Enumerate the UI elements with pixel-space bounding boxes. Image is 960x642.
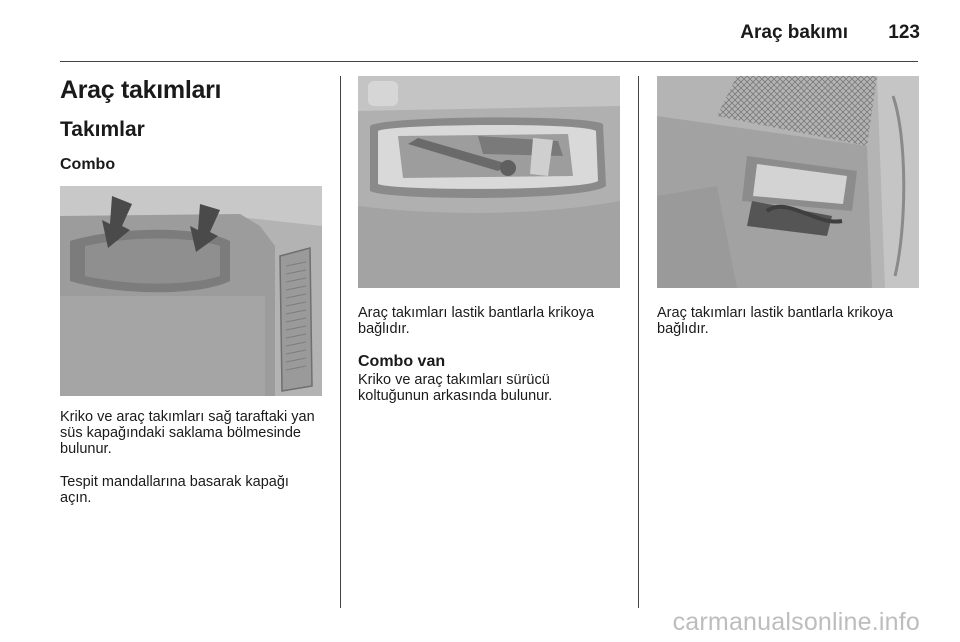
column-divider-1 — [340, 76, 341, 608]
page-number: 123 — [888, 22, 920, 43]
combo-van-text: Kriko ve araç takımları sürücü koltuğunun arkasında bulunur. — [358, 372, 553, 404]
column-divider-2 — [638, 76, 639, 608]
combo-heading: Combo — [60, 156, 116, 173]
right-caption: Araç takımları lastik bantlarla krikoya bağlıdır. — [657, 305, 894, 337]
middle-caption: Araç takımları lastik bantlarla krikoya bağlıdır. — [358, 305, 595, 337]
section-subtitle: Takımlar — [60, 118, 145, 141]
trim-cover-figure — [60, 186, 322, 396]
van-jack-figure — [657, 76, 919, 288]
section-title: Araç takımları — [60, 76, 222, 104]
combo-text-2: Tespit mandallarına basarak kapağı açın. — [60, 474, 289, 506]
combo-van-heading: Combo van — [358, 353, 446, 370]
page-header-title: Araç bakımı — [740, 22, 848, 43]
watermark: carmanualsonline.info — [672, 608, 920, 636]
combo-text-1: Kriko ve araç takımları sağ taraftaki yan süs kapağındaki saklama bölmesinde bulunur. — [60, 409, 315, 457]
header-divider — [60, 61, 918, 62]
jack-compartment-figure — [358, 76, 620, 288]
